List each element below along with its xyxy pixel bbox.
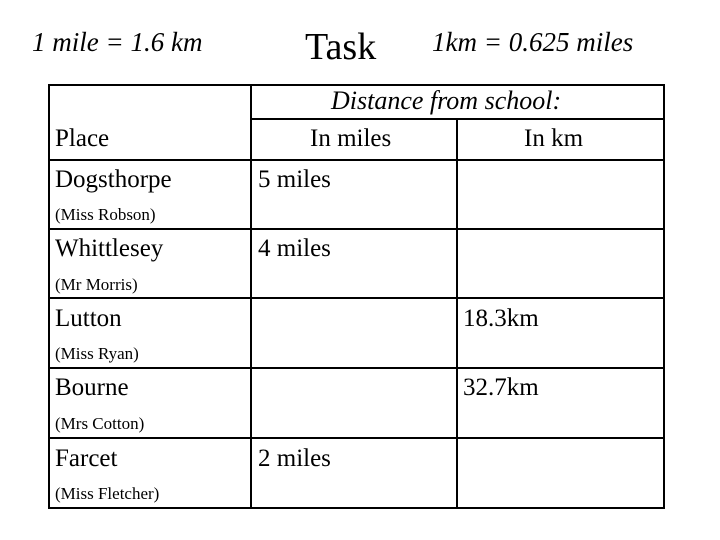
column-header-km: In km (524, 125, 584, 152)
header-subdivider (250, 118, 665, 120)
distance-miles: 2 miles (258, 445, 331, 472)
teacher-name: (Mr Morris) (55, 275, 138, 294)
distance-km: 18.3km (463, 305, 539, 332)
row-divider (48, 228, 665, 230)
table-border-bottom (48, 507, 665, 509)
distance-group-header: Distance from school: (331, 86, 562, 115)
place-name: Lutton (55, 305, 122, 332)
column-header-miles: In miles (310, 125, 392, 152)
teacher-name: (Mrs Cotton) (55, 414, 145, 433)
column-header-place: Place (55, 125, 110, 152)
page-title: Task (305, 26, 377, 68)
conversion-km-to-miles: 1km = 0.625 miles (432, 27, 634, 57)
place-name: Whittlesey (55, 235, 164, 262)
distance-km: 32.7km (463, 374, 539, 401)
place-name: Farcet (55, 445, 118, 472)
row-divider (48, 159, 665, 161)
row-divider (48, 297, 665, 299)
conversion-miles-to-km: 1 mile = 1.6 km (32, 27, 203, 57)
teacher-name: (Miss Ryan) (55, 344, 139, 363)
column-divider-miles (456, 118, 458, 509)
row-divider (48, 437, 665, 439)
row-divider (48, 367, 665, 369)
distance-miles: 4 miles (258, 235, 331, 262)
place-name: Bourne (55, 374, 129, 401)
teacher-name: (Miss Robson) (55, 205, 156, 224)
distance-miles: 5 miles (258, 166, 331, 193)
place-name: Dogsthorpe (55, 166, 172, 193)
teacher-name: (Miss Fletcher) (55, 484, 160, 503)
